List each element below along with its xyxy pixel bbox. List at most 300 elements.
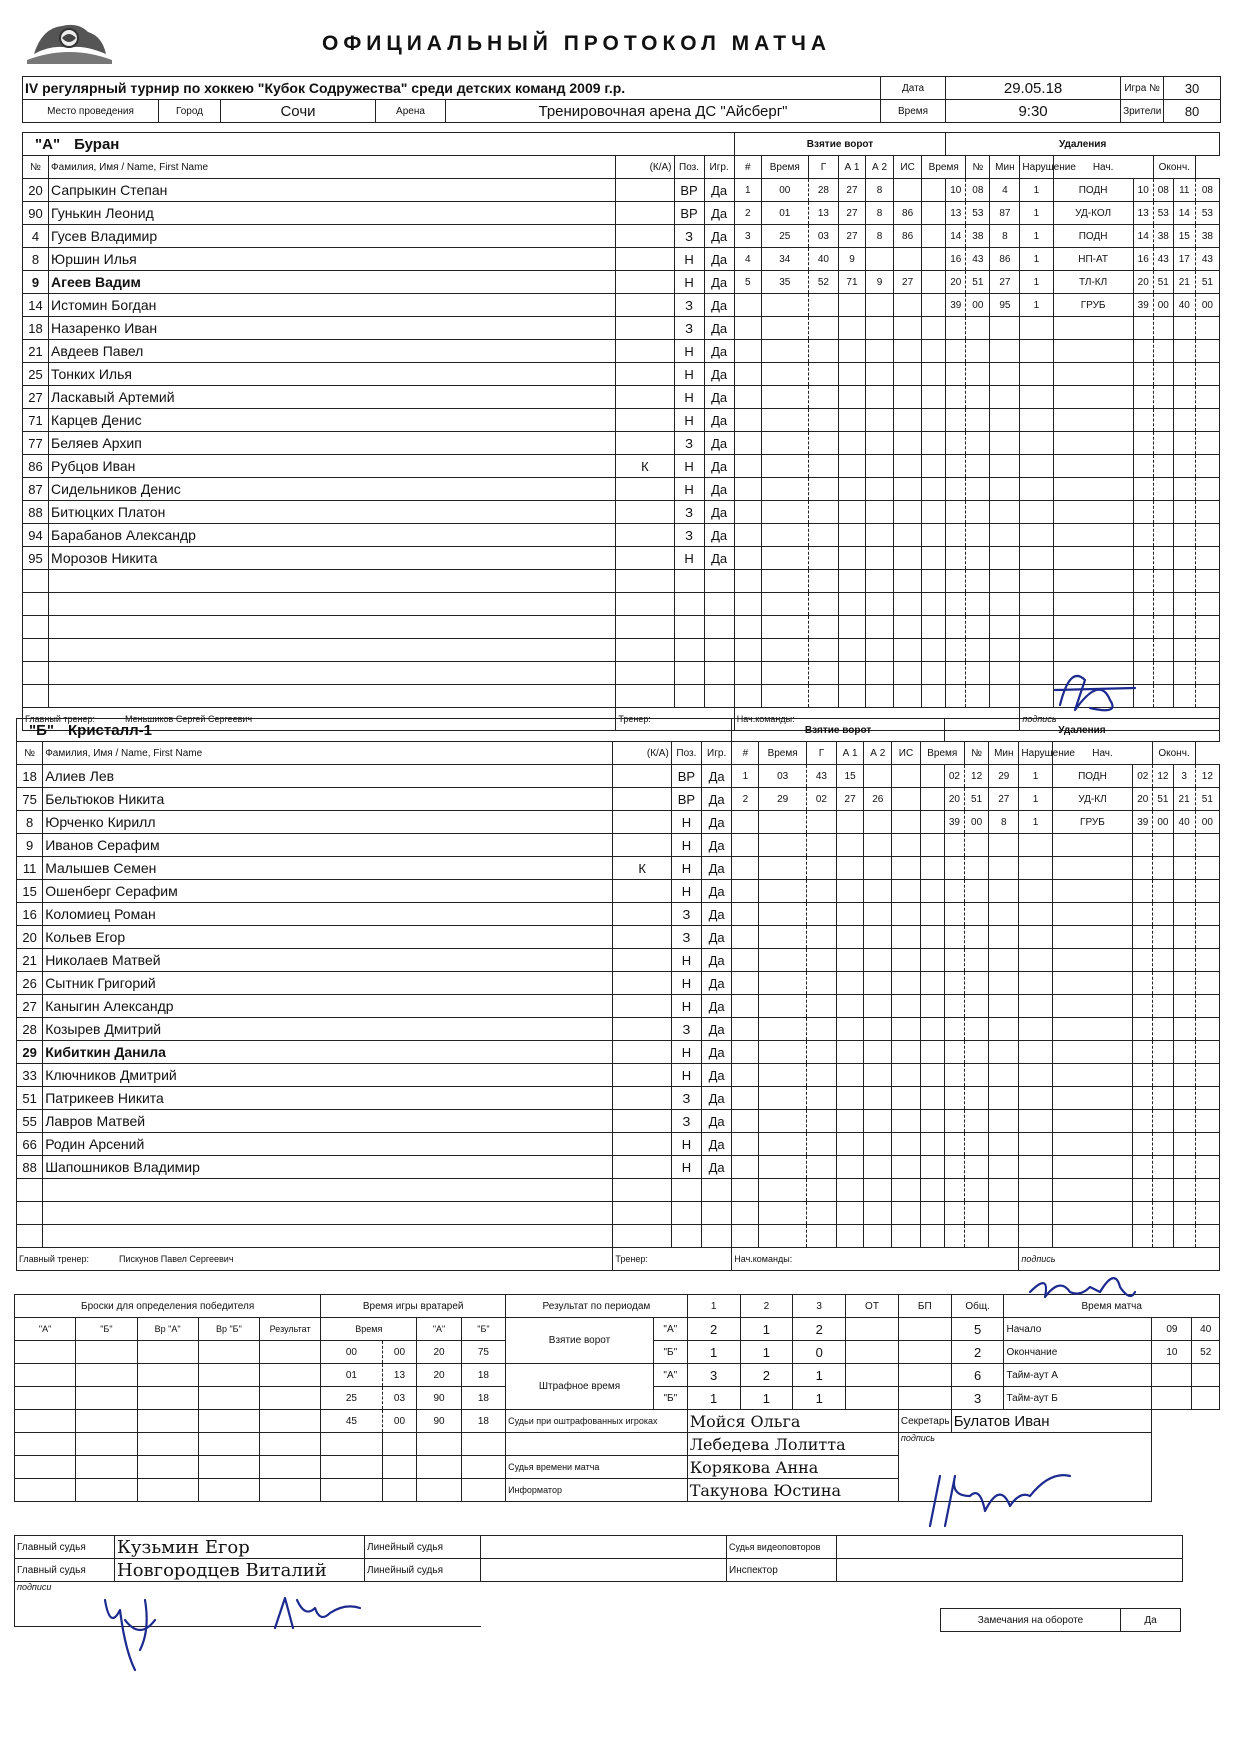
player-played: Да	[704, 317, 734, 340]
penalty-player	[989, 1087, 1019, 1110]
penalty-duration: 1	[1020, 225, 1053, 248]
goals-b-value: 1	[687, 1341, 740, 1364]
arena-value: Тренировочная арена ДС "Айсберг"	[446, 100, 881, 123]
player-number: 20	[23, 179, 49, 202]
penalty-minutes	[946, 501, 966, 524]
inspector-name	[837, 1559, 1183, 1582]
goal-number	[734, 593, 761, 616]
player-position: Н	[674, 478, 704, 501]
goal-assist-2	[892, 972, 920, 995]
goal-seconds	[808, 570, 838, 593]
gk-minutes: 00	[321, 1341, 382, 1364]
player-captain	[613, 1156, 671, 1179]
penalty-end-sec	[1195, 570, 1219, 593]
penalty-violation	[1052, 880, 1133, 903]
penalty-end-min	[1173, 1133, 1195, 1156]
header-num: №	[23, 156, 49, 179]
goal-scorer	[837, 1156, 864, 1179]
goal-situation	[922, 202, 946, 225]
date-label: Дата	[881, 77, 946, 100]
goal-scorer	[838, 547, 865, 570]
player-number	[17, 1179, 43, 1202]
goal-scorer	[837, 1179, 864, 1202]
goal-assist-2	[892, 834, 920, 857]
start-minute: 40	[1192, 1318, 1220, 1341]
goal-seconds	[808, 294, 838, 317]
player-captain	[613, 880, 671, 903]
goal-assist-1	[864, 926, 892, 949]
goal-assist-2	[892, 949, 920, 972]
penalty-player	[990, 501, 1020, 524]
penalty-start-sec	[1153, 639, 1173, 662]
goal-minutes	[759, 1064, 806, 1087]
penalty-end-min: 40	[1173, 811, 1195, 834]
penalty-duration	[1020, 524, 1053, 547]
penalty-duration	[1019, 1087, 1052, 1110]
goal-scorer	[837, 1110, 864, 1133]
penalty-start-min	[1133, 995, 1153, 1018]
goal-scorer	[838, 639, 865, 662]
gk-team-a: 90	[417, 1387, 461, 1410]
header-g_a2: А 2	[864, 742, 892, 765]
goal-minutes	[759, 1156, 806, 1179]
penalty-minutes	[944, 1225, 964, 1248]
goals-b-value: 0	[793, 1341, 846, 1364]
penalty-end-sec	[1195, 1087, 1219, 1110]
penalty-seconds	[965, 1110, 989, 1133]
header-g_g: Г	[806, 742, 836, 765]
player-captain	[616, 478, 674, 501]
penalty-duration	[1019, 880, 1052, 903]
player-name	[49, 662, 616, 685]
player-played: Да	[702, 1110, 732, 1133]
penalty-violation	[1052, 995, 1133, 1018]
penalty-minutes	[946, 340, 966, 363]
penalty-end-min	[1173, 1064, 1195, 1087]
team-b-player-row	[17, 949, 1220, 972]
penalty-end-sec	[1195, 662, 1219, 685]
player-position: З	[671, 903, 701, 926]
player-name	[49, 639, 616, 662]
player-position: Н	[671, 995, 701, 1018]
player-played: Да	[702, 1156, 732, 1179]
penalty-duration: 1	[1019, 811, 1052, 834]
penalty-minutes	[944, 995, 964, 1018]
player-name: Беляев Архип	[49, 432, 616, 455]
goal-situation	[920, 811, 944, 834]
period-col-3: ОТ	[846, 1295, 899, 1318]
goal-scorer	[837, 995, 864, 1018]
goal-assist-2	[892, 811, 920, 834]
penalty-violation	[1052, 857, 1133, 880]
penalty-start-sec: 51	[1153, 271, 1173, 294]
goal-assist-1: 26	[864, 788, 892, 811]
goal-situation	[922, 248, 946, 271]
goal-seconds	[808, 340, 838, 363]
penalty-end-sec	[1195, 972, 1219, 995]
goal-situation	[922, 570, 946, 593]
head-ref-label-1: Главный судья	[15, 1536, 115, 1559]
goal-assist-1	[866, 524, 894, 547]
penalty-end-min	[1173, 949, 1195, 972]
player-name: Каныгин Александр	[43, 995, 613, 1018]
player-name: Лавров Матвей	[43, 1110, 613, 1133]
penalty-start-min	[1133, 593, 1153, 616]
penalty-end-min	[1173, 616, 1195, 639]
goal-seconds	[808, 593, 838, 616]
penalty-end-sec: 43	[1195, 248, 1219, 271]
penalty-violation	[1052, 1110, 1133, 1133]
player-number	[23, 639, 49, 662]
penalty-start-min	[1133, 1156, 1153, 1179]
shootout-cell	[15, 1387, 76, 1410]
penalty-end-min	[1173, 386, 1195, 409]
goal-minutes	[761, 478, 808, 501]
penalty-start-sec	[1153, 926, 1173, 949]
penalty-minutes	[944, 972, 964, 995]
player-captain	[616, 248, 674, 271]
penalty-violation	[1053, 501, 1133, 524]
header-g_a1: А 1	[838, 156, 865, 179]
goal-assist-1	[864, 834, 892, 857]
player-played: Да	[702, 949, 732, 972]
goal-scorer	[838, 593, 865, 616]
penalty-minutes	[944, 1133, 964, 1156]
goal-assist-1	[866, 363, 894, 386]
goal-assist-1	[866, 432, 894, 455]
player-number: 21	[17, 949, 43, 972]
goal-number	[734, 570, 761, 593]
penalty-minutes	[946, 570, 966, 593]
goal-minutes	[761, 685, 808, 708]
header-played: Игр.	[702, 742, 732, 765]
penalty-start-sec	[1153, 363, 1173, 386]
goal-number	[732, 1156, 759, 1179]
penalty-end-sec	[1195, 1018, 1219, 1041]
goal-minutes	[759, 972, 806, 995]
goal-seconds	[806, 1087, 836, 1110]
goal-scorer	[837, 1202, 864, 1225]
pen-b-value	[898, 1387, 951, 1410]
penalty-player	[990, 570, 1020, 593]
player-played	[702, 1225, 732, 1248]
penalty-start-sec: 00	[1153, 811, 1173, 834]
player-number: 94	[23, 524, 49, 547]
goal-seconds	[806, 1202, 836, 1225]
player-captain	[613, 903, 671, 926]
penalty-minutes	[946, 616, 966, 639]
goal-number	[732, 1225, 759, 1248]
penalty-duration	[1020, 547, 1053, 570]
penalty-end-min	[1173, 1110, 1195, 1133]
penalty-start-sec	[1153, 972, 1173, 995]
player-number	[17, 1225, 43, 1248]
start-label: Начало	[1004, 1318, 1152, 1341]
penalty-minutes	[946, 662, 966, 685]
penalty-seconds	[965, 1179, 989, 1202]
shootout-cell	[137, 1479, 198, 1502]
player-number: 88	[23, 501, 49, 524]
goal-scorer	[838, 294, 865, 317]
penalty-duration	[1020, 478, 1053, 501]
penalty-seconds	[965, 1225, 989, 1248]
player-name: Карцев Денис	[49, 409, 616, 432]
goal-number: 4	[734, 248, 761, 271]
player-captain	[613, 1133, 671, 1156]
team-a-player-row	[23, 202, 1220, 225]
penalty-end-min	[1173, 340, 1195, 363]
penalty-start-min	[1133, 317, 1153, 340]
timeout-a-cell	[1152, 1364, 1192, 1387]
penalty-start-sec	[1153, 685, 1173, 708]
penalty-start-min: 20	[1133, 788, 1153, 811]
shootout-cell	[76, 1387, 137, 1410]
penalty-violation	[1052, 972, 1133, 995]
penalty-player	[990, 593, 1020, 616]
penalty-player	[989, 857, 1019, 880]
player-played	[704, 639, 734, 662]
goals-a-value	[898, 1318, 951, 1341]
penalty-start-min	[1133, 1133, 1153, 1156]
remarks-label: Замечания на обороте	[941, 1609, 1121, 1632]
penalty-violation	[1052, 1087, 1133, 1110]
penalty-start-sec	[1153, 1041, 1173, 1064]
goal-assist-1	[864, 972, 892, 995]
player-played: Да	[704, 547, 734, 570]
goal-assist-2	[894, 616, 922, 639]
player-name: Рубцов Иван	[49, 455, 616, 478]
team-a-player-row	[23, 386, 1220, 409]
goal-assist-2	[894, 363, 922, 386]
goal-minutes	[761, 455, 808, 478]
team-b-player-row	[17, 1041, 1220, 1064]
penalty-start-sec	[1153, 340, 1173, 363]
player-played: Да	[702, 880, 732, 903]
penalty-start-sec	[1153, 1064, 1173, 1087]
goal-minutes	[759, 995, 806, 1018]
team-a-player-row	[23, 409, 1220, 432]
penalty-minutes	[946, 524, 966, 547]
pen-a-value: 2	[740, 1364, 793, 1387]
penalty-end-min: 3	[1173, 765, 1195, 788]
signatures-label: подписи	[15, 1582, 481, 1627]
header-g_time: Время	[759, 742, 806, 765]
goals-label: Взятие ворот	[506, 1318, 654, 1364]
penalty-duration: 1	[1020, 271, 1053, 294]
player-position: З	[671, 1110, 701, 1133]
penalty-judge-2: Лебедева Лолитта	[687, 1433, 898, 1456]
goal-minutes: 29	[759, 788, 806, 811]
penalty-duration	[1019, 926, 1052, 949]
player-position: Н	[671, 857, 701, 880]
player-name: Битюцких Платон	[49, 501, 616, 524]
goal-scorer	[837, 834, 864, 857]
team-a-player-row	[23, 616, 1220, 639]
penalty-seconds	[966, 501, 990, 524]
penalty-end-min: 21	[1173, 788, 1195, 811]
penalty-minutes	[946, 547, 966, 570]
goal-assist-2: 86	[894, 202, 922, 225]
goal-situation	[922, 547, 946, 570]
penalty-start-min	[1133, 570, 1153, 593]
coach-label: Главный тренер:	[25, 714, 95, 724]
goal-scorer	[838, 363, 865, 386]
penalty-end-min	[1173, 363, 1195, 386]
penalty-end-min: 40	[1173, 294, 1195, 317]
goal-minutes	[761, 432, 808, 455]
player-played: Да	[704, 202, 734, 225]
shootout-col: "А"	[15, 1318, 76, 1341]
penalty-start-sec	[1153, 547, 1173, 570]
penalty-start-min	[1133, 386, 1153, 409]
penalty-violation: ГРУБ	[1053, 294, 1133, 317]
penalty-violation: ТЛ-КЛ	[1053, 271, 1133, 294]
player-name: Юршин Илья	[49, 248, 616, 271]
goal-minutes	[759, 1087, 806, 1110]
shootout-cell	[137, 1387, 198, 1410]
team-b-player-row	[17, 1064, 1220, 1087]
player-played: Да	[702, 1064, 732, 1087]
player-captain	[616, 202, 674, 225]
goal-minutes	[761, 662, 808, 685]
goal-scorer	[838, 685, 865, 708]
penalty-violation	[1053, 409, 1133, 432]
penalty-end-sec	[1195, 949, 1219, 972]
shootout-cell	[260, 1410, 321, 1433]
goal-situation	[922, 340, 946, 363]
penalty-start-min: 02	[1133, 765, 1153, 788]
penalty-duration	[1019, 903, 1052, 926]
header-ka: (К/А)	[616, 156, 674, 179]
goal-scorer	[837, 926, 864, 949]
informer-label: Информатор	[506, 1479, 688, 1502]
penalty-start-min	[1133, 432, 1153, 455]
player-captain	[613, 1110, 671, 1133]
penalty-end-min	[1173, 834, 1195, 857]
shootout-col: Вр "А"	[137, 1318, 198, 1341]
penalty-minutes	[946, 432, 966, 455]
header-name: Фамилия, Имя / Name, First Name	[49, 156, 616, 179]
goal-number: 2	[732, 788, 759, 811]
goal-assist-2	[892, 1087, 920, 1110]
penalty-end-min	[1173, 1087, 1195, 1110]
player-captain	[616, 524, 674, 547]
goal-number	[734, 639, 761, 662]
penalty-seconds	[965, 1133, 989, 1156]
player-name: Родин Арсений	[43, 1133, 613, 1156]
player-number: 20	[17, 926, 43, 949]
penalty-player: 95	[990, 294, 1020, 317]
goal-number	[734, 294, 761, 317]
player-captain	[613, 949, 671, 972]
gk-minutes: 25	[321, 1387, 382, 1410]
team-b-player-row	[17, 1202, 1220, 1225]
shootout-cell	[260, 1364, 321, 1387]
player-number	[17, 1202, 43, 1225]
goal-number	[734, 616, 761, 639]
penalty-player	[989, 926, 1019, 949]
player-position: Н	[674, 271, 704, 294]
header-g_num: #	[734, 156, 761, 179]
header-name: Фамилия, Имя / Name, First Name	[43, 742, 613, 765]
penalty-seconds	[966, 570, 990, 593]
penalty-end-min	[1173, 1041, 1195, 1064]
goal-assist-2	[894, 478, 922, 501]
video-ref-name	[837, 1536, 1183, 1559]
player-name: Патрикеев Никита	[43, 1087, 613, 1110]
player-position	[674, 593, 704, 616]
player-captain	[616, 662, 674, 685]
team-a-player-row	[23, 363, 1220, 386]
goal-number	[734, 685, 761, 708]
goal-minutes	[761, 593, 808, 616]
team-b-player-row	[17, 857, 1220, 880]
time-label: Время	[881, 100, 946, 123]
player-played: Да	[704, 386, 734, 409]
goal-scorer	[837, 949, 864, 972]
goal-minutes	[759, 1018, 806, 1041]
head-ref-1-name: Кузьмин Егор	[115, 1536, 365, 1559]
penalty-start-sec	[1153, 501, 1173, 524]
player-played: Да	[702, 1018, 732, 1041]
shootout-cell	[260, 1387, 321, 1410]
player-position: Н	[674, 547, 704, 570]
header-p-time: Время	[922, 156, 966, 179]
penalty-seconds	[966, 685, 990, 708]
penalty-violation	[1052, 1018, 1133, 1041]
penalty-seconds	[966, 547, 990, 570]
team-b-player-row	[17, 788, 1220, 811]
penalty-violation	[1053, 639, 1133, 662]
goal-seconds	[806, 972, 836, 995]
goal-assist-2	[892, 903, 920, 926]
gk-team-a: 20	[417, 1364, 461, 1387]
goal-assist-2	[894, 248, 922, 271]
penalty-start-min	[1133, 1179, 1153, 1202]
shootout-cell	[198, 1433, 259, 1456]
team-a-player-row	[23, 639, 1220, 662]
goal-assist-1	[864, 857, 892, 880]
goal-assist-2	[892, 788, 920, 811]
shootout-cell	[15, 1341, 76, 1364]
player-played: Да	[704, 501, 734, 524]
penalty-violation: ПОДН	[1053, 225, 1133, 248]
player-name: Шапошников Владимир	[43, 1156, 613, 1179]
penalty-start-sec	[1153, 432, 1173, 455]
team-a-player-row	[23, 455, 1220, 478]
goal-assist-1: 8	[866, 179, 894, 202]
goal-number	[734, 386, 761, 409]
period-col-2: 3	[793, 1295, 846, 1318]
penalty-duration	[1020, 455, 1053, 478]
player-played: Да	[704, 271, 734, 294]
goal-scorer	[838, 317, 865, 340]
goal-situation	[922, 317, 946, 340]
penalty-minutes	[946, 317, 966, 340]
penalty-duration	[1019, 972, 1052, 995]
goal-minutes	[761, 547, 808, 570]
player-name	[49, 593, 616, 616]
player-position: З	[674, 294, 704, 317]
penalty-start-min	[1133, 547, 1153, 570]
penalty-duration	[1019, 1110, 1052, 1133]
player-played: Да	[702, 972, 732, 995]
goal-minutes	[759, 834, 806, 857]
player-number: 66	[17, 1133, 43, 1156]
goal-situation	[920, 949, 944, 972]
goal-assist-2	[892, 1110, 920, 1133]
player-played	[702, 1179, 732, 1202]
